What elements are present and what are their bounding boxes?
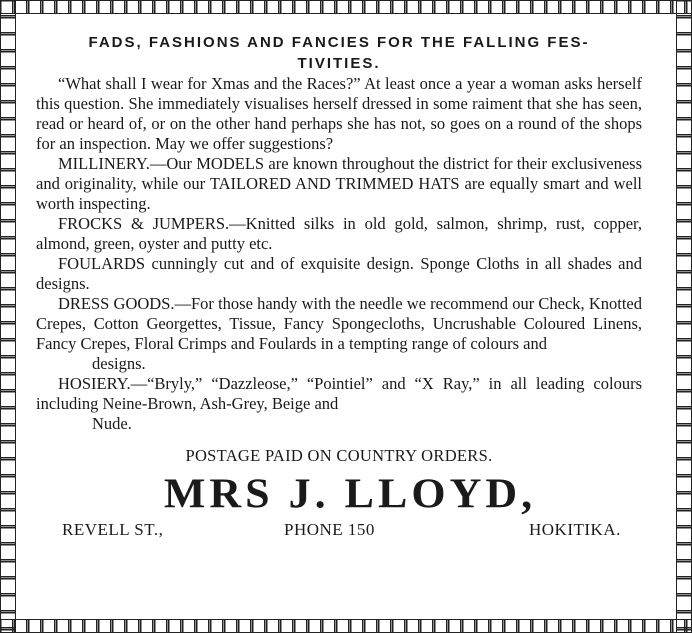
millinery-paragraph: MILLINERY.—Our MODELS are known throughout the district for their exclusiveness and originality, while our TAILORED AND TRIMMED HATS are equally smart and well worth inspecting. — [36, 154, 642, 213]
intro-paragraph: “What shall I wear for Xmas and the Races?” At least once a year a woman asks herself this question. She immediately visualises herself dressed in some raiment that she has seen, read or heard of, or on the other hand perhaps she has not, so goes on a round of the shops for an inspection. May we offer suggestions? — [36, 74, 642, 153]
decorative-border-left — [0, 0, 16, 633]
heading-line-1: FADS, FASHIONS AND FANCIES FOR THE FALLING FES- — [88, 34, 590, 51]
footer-address-line — [36, 520, 642, 542]
postage-notice: POSTAGE PAID ON COUNTRY ORDERS. — [185, 446, 493, 465]
dress-goods-paragraph: DRESS GOODS.—For those handy with the needle we recommend our Check, Knotted Crepes, Cotton Georgettes, Tissue, Fancy Spongecloths, Uncrushable Coloured Linens, Fancy Crepes, Floral Crimps and Foulards in a tempting range of colours and — [36, 294, 642, 353]
decorative-border-bottom — [0, 619, 692, 633]
shop-name: MRS J. LLOYD, — [163, 470, 537, 517]
heading-line-2: TIVITIES. — [297, 55, 381, 72]
hosiery-end: Nude. — [92, 414, 132, 433]
decorative-border-right — [676, 0, 692, 633]
town-name: HOKITIKA. — [529, 520, 621, 539]
frocks-paragraph: FROCKS & JUMPERS.—Knitted silks in old gold, salmon, shrimp, rust, copper, almond, green, oyster and putty etc. — [36, 214, 642, 253]
decorative-border-top — [0, 0, 692, 14]
hosiery-paragraph: HOSIERY.—“Bryly,” “Dazzleose,” “Pointiel” and “X Ray,” in all leading colours including Neine-Brown, Ash-Grey, Beige and — [36, 374, 642, 413]
advert-heading — [36, 32, 642, 74]
foulards-paragraph: FOULARDS cunningly cut and of exquisite design. Sponge Cloths in all shades and designs. — [36, 254, 642, 293]
phone-number: PHONE 150 — [284, 520, 375, 539]
dress-goods-end: designs. — [92, 354, 146, 373]
street-address: REVELL ST., — [62, 520, 164, 539]
advertisement-body — [36, 14, 642, 542]
